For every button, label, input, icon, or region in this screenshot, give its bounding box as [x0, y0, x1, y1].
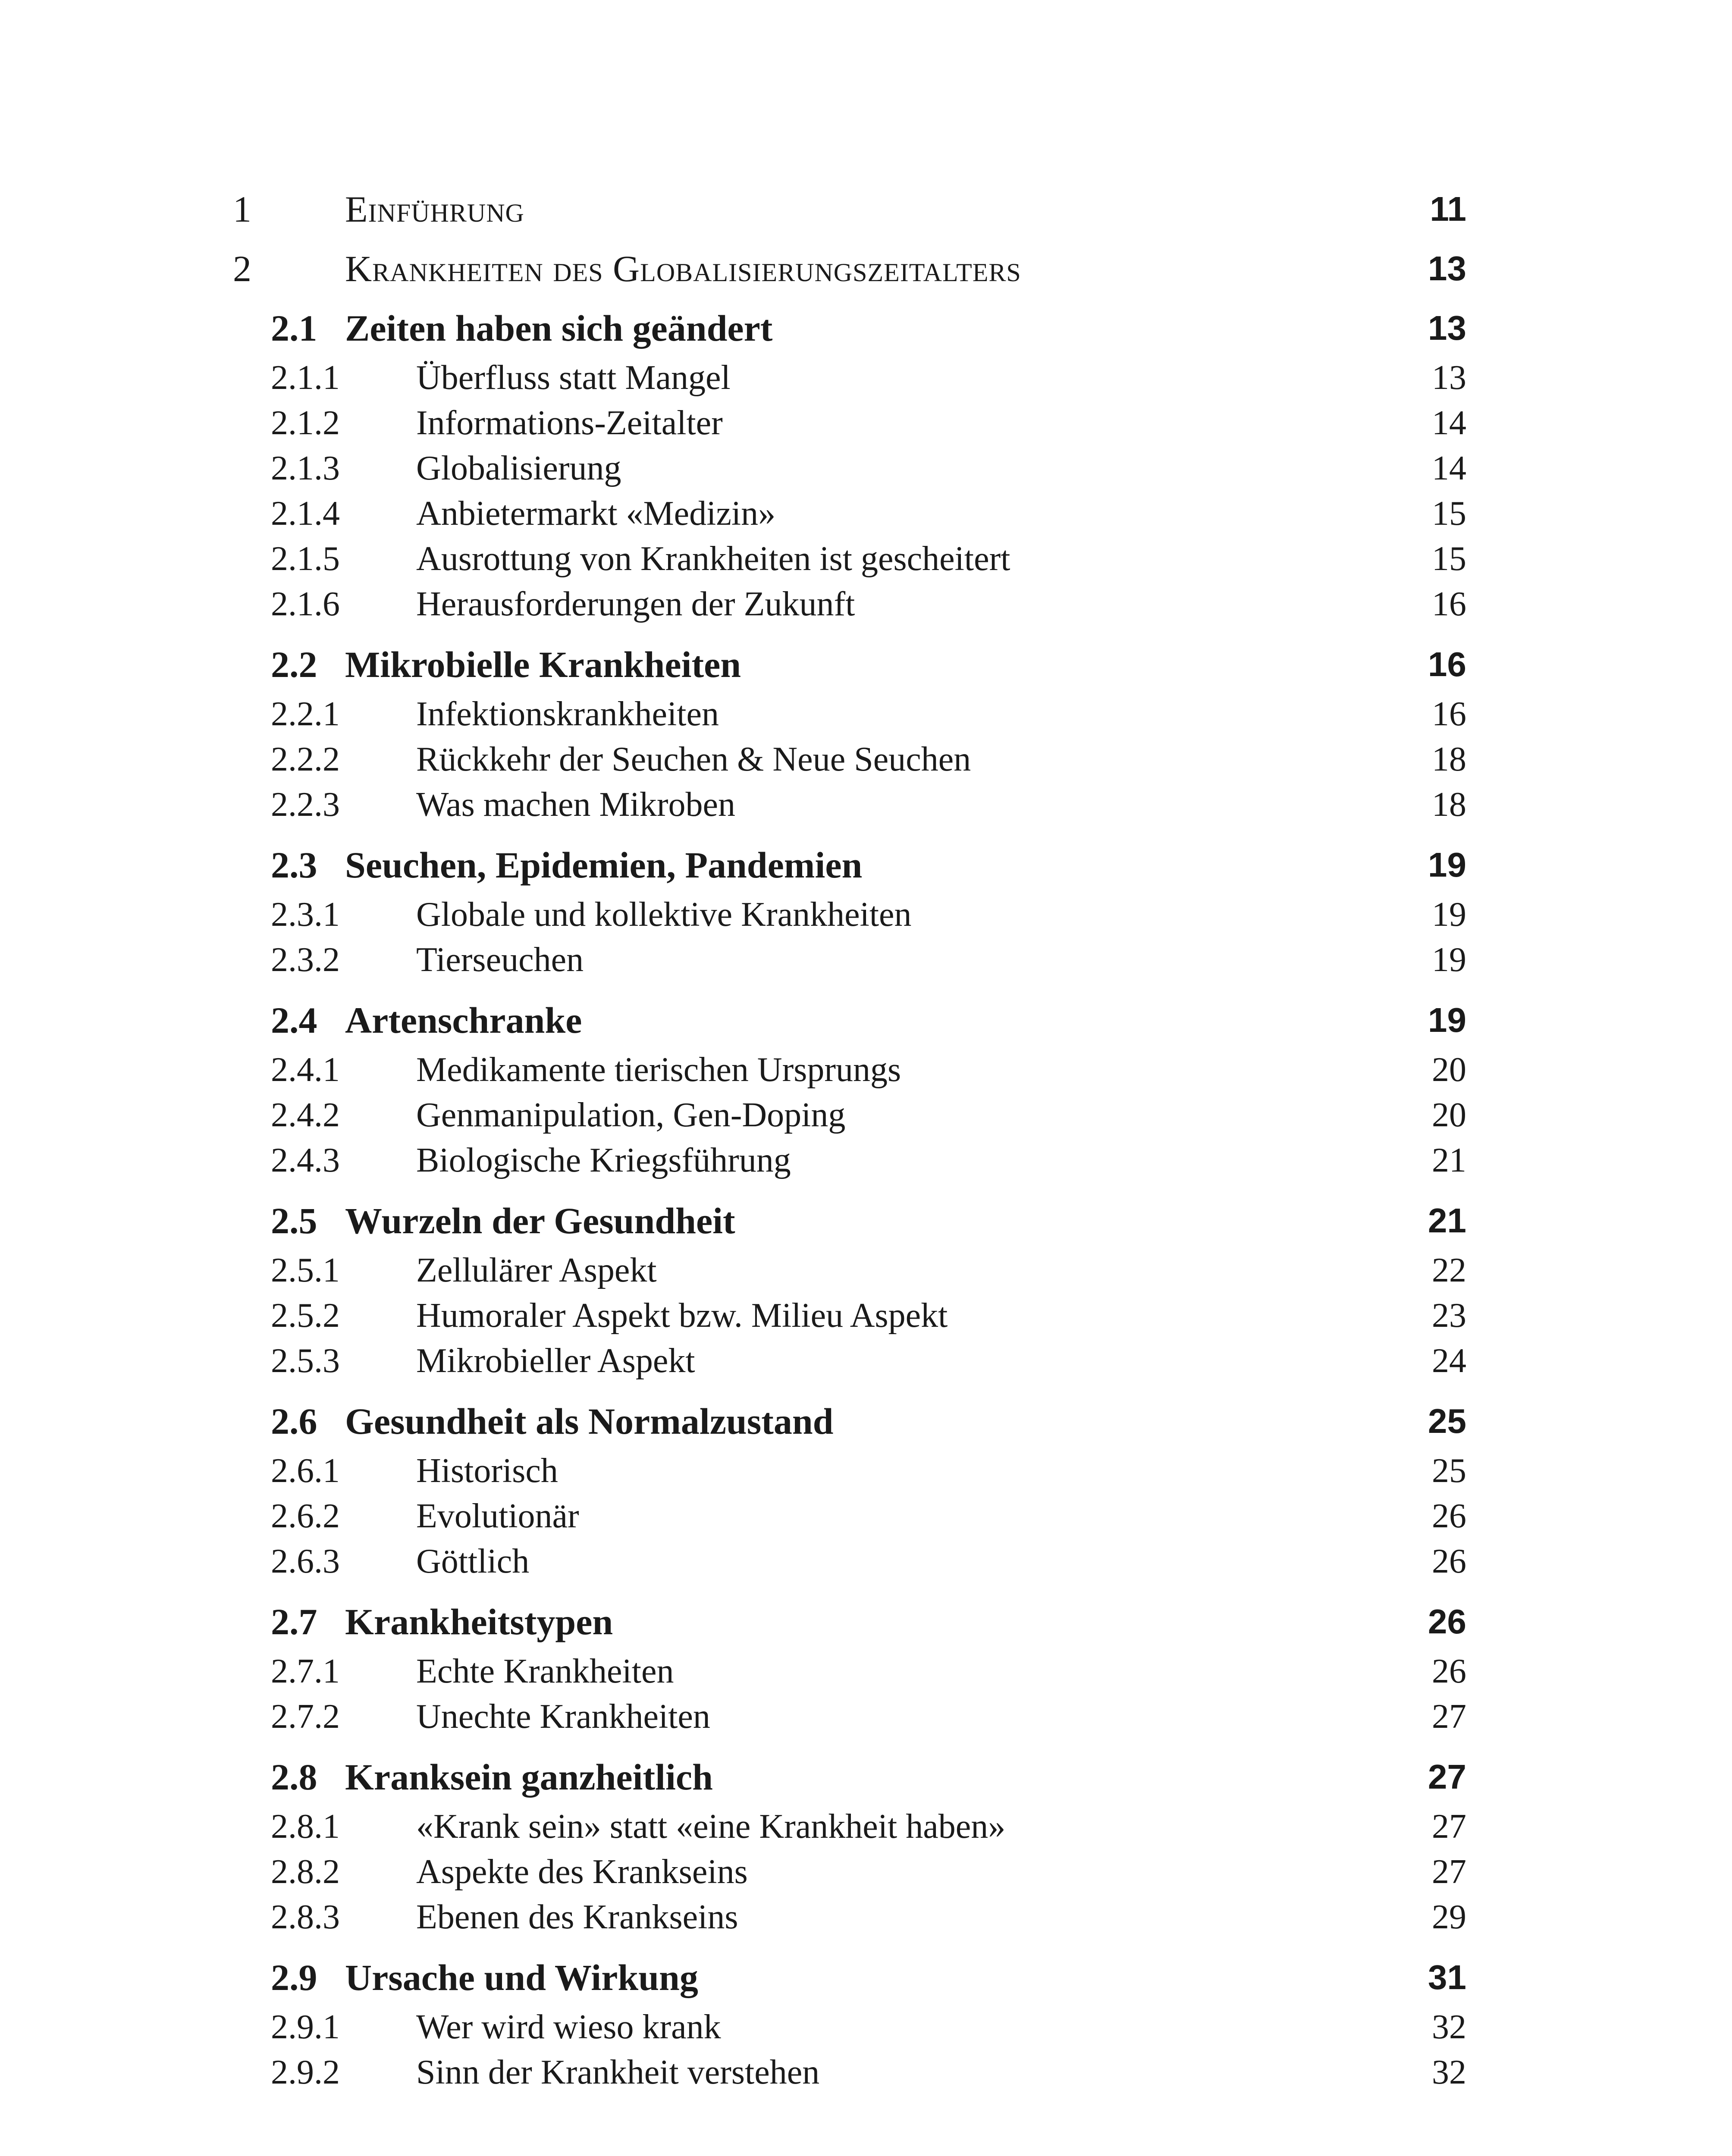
- toc-entry-title: Informations-Zeitalter: [416, 404, 723, 442]
- toc-entry-title: Mikrobielle Krankheiten: [345, 644, 741, 685]
- toc-entry-title: Evolutionär: [416, 1497, 579, 1535]
- toc-entry-number: 2.8.2: [271, 1853, 340, 1891]
- toc-entry-number: 2.9: [271, 1957, 317, 1998]
- toc-entry-page-number: 19: [1428, 846, 1466, 884]
- toc-entry-title: Krankheitstypen: [345, 1601, 613, 1642]
- toc-entry-title: Tierseuchen: [416, 941, 584, 979]
- toc-entry-page-number: 16: [1428, 645, 1466, 683]
- toc-entry-number: 2.1.5: [271, 540, 340, 578]
- toc-entry-title: Göttlich: [416, 1542, 530, 1580]
- toc-entry-title: Seuchen, Epidemien, Pandemien: [345, 844, 863, 886]
- toc-entry-title: Aspekte des Krankseins: [416, 1853, 748, 1891]
- toc-section-row[interactable]: [0, 1598, 1732, 1645]
- toc-entry-number: 2.5.1: [271, 1251, 340, 1289]
- toc-sub-row[interactable]: [0, 1649, 1732, 1694]
- toc-entry-page-number: 23: [1432, 1297, 1466, 1335]
- toc-entry-number: 2.2: [271, 644, 317, 685]
- toc-entry-title: Infektionskrankheiten: [416, 695, 719, 733]
- toc-entry-title: Ausrottung von Krankheiten ist gescheitert: [416, 540, 1010, 578]
- toc-entry-page-number: 19: [1432, 941, 1466, 979]
- toc-entry-title: Unechte Krankheiten: [416, 1698, 710, 1736]
- toc-section-row[interactable]: [0, 997, 1732, 1044]
- toc-entry-title: Wer wird wieso krank: [416, 2008, 721, 2046]
- toc-entry-number: 2.1.6: [271, 585, 340, 623]
- toc-entry-page-number: 15: [1432, 495, 1466, 533]
- toc-section-row[interactable]: [0, 641, 1732, 688]
- toc-sub-row[interactable]: [0, 892, 1732, 937]
- toc-sub-row[interactable]: [0, 1293, 1732, 1338]
- toc-entry-page-number: 27: [1432, 1853, 1466, 1891]
- toc-entry-page-number: 21: [1428, 1201, 1466, 1240]
- toc-entry-number: 2.1.1: [271, 359, 340, 397]
- toc-entry-title: Globale und kollektive Krankheiten: [416, 896, 912, 934]
- toc-entry-number: 2.7: [271, 1601, 317, 1642]
- toc-entry-page-number: 20: [1432, 1051, 1466, 1089]
- toc-entry-number: 2.2.1: [271, 695, 340, 733]
- toc-entry-page-number: 32: [1432, 2008, 1466, 2046]
- toc-entry-title: Wurzeln der Gesundheit: [345, 1200, 735, 1241]
- toc-entry-page-number: 27: [1432, 1808, 1466, 1846]
- toc-sub-row[interactable]: [0, 692, 1732, 736]
- toc-entry-page-number: 32: [1432, 2053, 1466, 2091]
- toc-sub-row[interactable]: [0, 2005, 1732, 2049]
- toc-entry-page-number: 16: [1432, 695, 1466, 733]
- toc-sub-row[interactable]: [0, 582, 1732, 627]
- toc-section-row[interactable]: [0, 1753, 1732, 1801]
- toc-chapter-row[interactable]: [0, 245, 1732, 292]
- toc-entry-title: Einführung: [345, 188, 524, 230]
- toc-section-row[interactable]: [0, 1954, 1732, 2001]
- toc-entry-page-number: 21: [1432, 1141, 1466, 1179]
- toc-entry-number: 2.6.2: [271, 1497, 340, 1535]
- toc-section-row[interactable]: [0, 304, 1732, 352]
- toc-entry-title: Zellulärer Aspekt: [416, 1251, 657, 1289]
- toc-sub-row[interactable]: [0, 1248, 1732, 1293]
- toc-sub-row[interactable]: [0, 1895, 1732, 1940]
- toc-sub-row[interactable]: [0, 1849, 1732, 1894]
- toc-entry-number: 2.9.2: [271, 2053, 340, 2091]
- toc-entry-number: 2.8.3: [271, 1898, 340, 1936]
- toc-entry-number: 2.4.1: [271, 1051, 340, 1089]
- toc-entry-number: 2.6: [271, 1401, 317, 1442]
- toc-sub-row[interactable]: [0, 1047, 1732, 1092]
- toc-sub-row[interactable]: [0, 1694, 1732, 1739]
- toc-entry-number: 2.4.2: [271, 1096, 340, 1134]
- toc-entry-page-number: 18: [1432, 786, 1466, 824]
- toc-entry-page-number: 18: [1432, 740, 1466, 778]
- toc-entry-number: 2.1.2: [271, 404, 340, 442]
- toc-entry-title: Sinn der Krankheit verstehen: [416, 2053, 820, 2091]
- toc-entry-page-number: 26: [1432, 1542, 1466, 1580]
- toc-entry-number: 2.6.1: [271, 1452, 340, 1490]
- toc-entry-title: Artenschranke: [345, 1000, 582, 1041]
- toc-entry-title: Herausforderungen der Zukunft: [416, 585, 855, 623]
- toc-entry-title: Biologische Kriegsführung: [416, 1141, 791, 1179]
- toc-entry-title: Überfluss statt Mangel: [416, 359, 731, 397]
- toc-sub-row[interactable]: [0, 1448, 1732, 1493]
- toc-entry-page-number: 13: [1432, 359, 1466, 397]
- toc-entry-title: «Krank sein» statt «eine Krankheit haben»: [416, 1808, 1006, 1846]
- toc-sub-row[interactable]: [0, 782, 1732, 827]
- toc-entry-number: 2.4: [271, 1000, 317, 1041]
- toc-section-row[interactable]: [0, 1398, 1732, 1445]
- toc-entry-number: 1: [233, 188, 251, 230]
- toc-entry-page-number: 26: [1432, 1497, 1466, 1535]
- toc-entry-number: 2.8.1: [271, 1808, 340, 1846]
- toc-entry-number: 2.3.1: [271, 896, 340, 934]
- toc-sub-row[interactable]: [0, 737, 1732, 782]
- toc-entry-number: 2.1.3: [271, 449, 340, 487]
- toc-sub-row[interactable]: [0, 1494, 1732, 1539]
- toc-entry-page-number: 16: [1432, 585, 1466, 623]
- toc-entry-page-number: 25: [1428, 1402, 1466, 1440]
- toc-chapter-row[interactable]: [0, 185, 1732, 233]
- toc-entry-title: Genmanipulation, Gen-Doping: [416, 1096, 846, 1134]
- toc-entry-title: Ursache und Wirkung: [345, 1957, 698, 1998]
- toc-entry-number: 2.7.2: [271, 1698, 340, 1736]
- toc-entry-page-number: 13: [1428, 249, 1466, 288]
- toc-sub-row[interactable]: [0, 536, 1732, 581]
- toc-entry-number: 2.3: [271, 844, 317, 886]
- toc-entry-page-number: 25: [1432, 1452, 1466, 1490]
- toc-sub-row[interactable]: [0, 401, 1732, 445]
- toc-entry-title: Anbietermarkt «Medizin»: [416, 495, 776, 533]
- toc-entry-number: 2.7.1: [271, 1652, 340, 1690]
- toc-entry-title: Krankheiten des Globalisierungszeitalters: [345, 248, 1021, 289]
- toc-entry-number: 2: [233, 248, 251, 289]
- toc-entry-title: Globalisierung: [416, 449, 621, 487]
- toc-entry-number: 2.9.1: [271, 2008, 340, 2046]
- toc-entry-title: Medikamente tierischen Ursprungs: [416, 1051, 901, 1089]
- toc-entry-number: 2.8: [271, 1756, 317, 1798]
- toc-entry-page-number: 27: [1428, 1758, 1466, 1796]
- toc-entry-page-number: 11: [1430, 190, 1466, 228]
- toc-entry-number: 2.1.4: [271, 495, 340, 533]
- toc-entry-page-number: 27: [1432, 1698, 1466, 1736]
- toc-sub-row[interactable]: [0, 1138, 1732, 1183]
- toc-sub-row[interactable]: [0, 1804, 1732, 1849]
- toc-entry-number: 2.4.3: [271, 1141, 340, 1179]
- toc-entry-title: Humoraler Aspekt bzw. Milieu Aspekt: [416, 1297, 948, 1335]
- toc-entry-page-number: 26: [1428, 1602, 1466, 1641]
- toc-entry-page-number: 20: [1432, 1096, 1466, 1134]
- toc-sub-row[interactable]: [0, 1338, 1732, 1383]
- toc-section-row[interactable]: [0, 1197, 1732, 1244]
- toc-entry-title: Gesundheit als Normalzustand: [345, 1401, 834, 1442]
- toc-sub-row[interactable]: [0, 1093, 1732, 1138]
- toc-entry-title: Mikrobieller Aspekt: [416, 1342, 695, 1380]
- toc-entry-number: 2.2.2: [271, 740, 340, 778]
- toc-entry-page-number: 15: [1432, 540, 1466, 578]
- toc-entry-title: Ebenen des Krankseins: [416, 1898, 738, 1936]
- toc-entry-title: Rückkehr der Seuchen & Neue Seuchen: [416, 740, 971, 778]
- toc-entry-page-number: 14: [1432, 449, 1466, 487]
- toc-sub-row[interactable]: [0, 937, 1732, 982]
- toc-entry-number: 2.6.3: [271, 1542, 340, 1580]
- toc-entry-title: Echte Krankheiten: [416, 1652, 674, 1690]
- toc-entry-page-number: 29: [1432, 1898, 1466, 1936]
- toc-sub-row[interactable]: [0, 1539, 1732, 1584]
- toc-sub-row[interactable]: [0, 491, 1732, 536]
- toc-entry-page-number: 22: [1432, 1251, 1466, 1289]
- toc-entry-number: 2.1: [271, 307, 317, 349]
- toc-entry-number: 2.2.3: [271, 786, 340, 824]
- toc-sub-row[interactable]: [0, 355, 1732, 400]
- toc-entry-title: Historisch: [416, 1452, 558, 1490]
- toc-entry-page-number: 14: [1432, 404, 1466, 442]
- toc-entry-number: 2.5.3: [271, 1342, 340, 1380]
- toc-entry-title: Was machen Mikroben: [416, 786, 735, 824]
- toc-entry-title: Kranksein ganzheitlich: [345, 1756, 713, 1798]
- toc-section-row[interactable]: [0, 841, 1732, 889]
- toc-entry-page-number: 19: [1432, 896, 1466, 934]
- toc-sub-row[interactable]: [0, 2050, 1732, 2095]
- toc-sub-row[interactable]: [0, 446, 1732, 491]
- toc-entry-number: 2.5: [271, 1200, 317, 1241]
- toc-entry-number: 2.3.2: [271, 941, 340, 979]
- toc-entry-page-number: 24: [1432, 1342, 1466, 1380]
- toc-entry-page-number: 19: [1428, 1001, 1466, 1039]
- toc-entry-title: Zeiten haben sich geändert: [345, 307, 773, 349]
- toc-entry-number: 2.5.2: [271, 1297, 340, 1335]
- toc-entry-page-number: 13: [1428, 309, 1466, 347]
- toc-entry-page-number: 31: [1428, 1958, 1466, 1996]
- toc-entry-page-number: 26: [1432, 1652, 1466, 1690]
